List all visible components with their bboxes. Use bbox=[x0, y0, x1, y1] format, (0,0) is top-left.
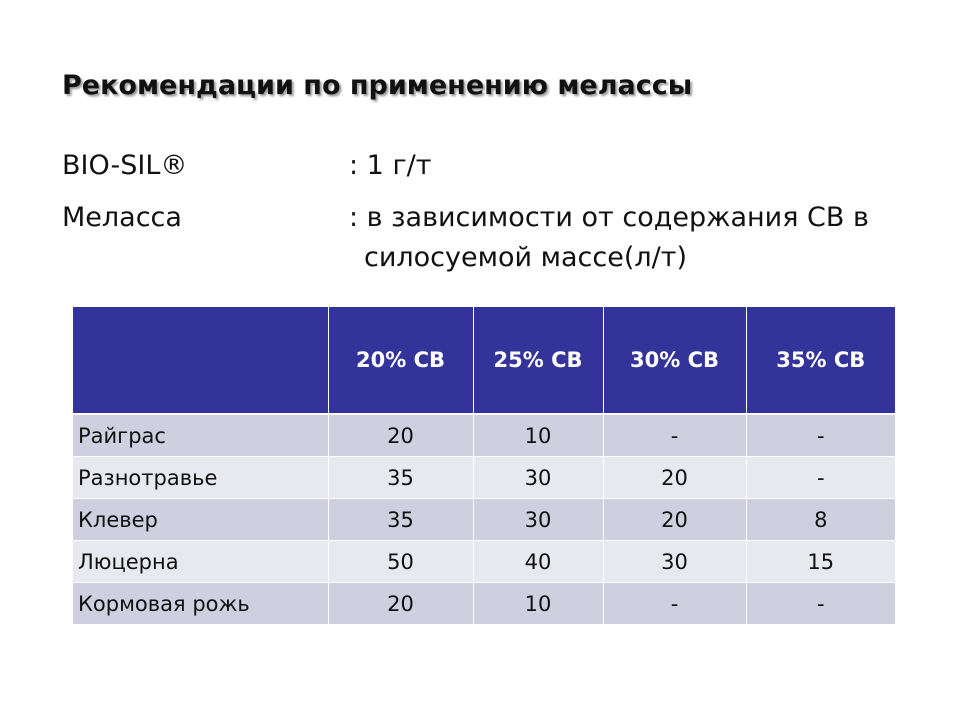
bio-sil-label: BIO-SIL® bbox=[62, 150, 188, 181]
header-cell-empty bbox=[73, 307, 328, 414]
table-row bbox=[73, 541, 895, 583]
table-cell: 20 bbox=[328, 414, 473, 457]
melassa-value-line2: силосуемой массе(л/т) bbox=[364, 242, 687, 273]
row-label: Люцерна bbox=[73, 541, 328, 583]
table-cell: 40 bbox=[473, 541, 603, 583]
table-cell: 30 bbox=[603, 541, 746, 583]
header-cell-30: 30% СВ bbox=[603, 307, 746, 414]
dosage-table-grid bbox=[73, 307, 895, 625]
table-cell: - bbox=[603, 583, 746, 625]
table-cell: 50 bbox=[328, 541, 473, 583]
table-row bbox=[73, 414, 895, 457]
bio-sil-value: : 1 г/т bbox=[349, 150, 432, 181]
table-row bbox=[73, 499, 895, 541]
table-row bbox=[73, 583, 895, 625]
row-label: Райграс bbox=[73, 414, 328, 457]
row-label: Кормовая рожь bbox=[73, 583, 328, 625]
table-cell: - bbox=[603, 414, 746, 457]
slide-title: Рекомендации по применению мелассы bbox=[62, 70, 693, 101]
table-header-row bbox=[73, 307, 895, 414]
table-cell: 20 bbox=[328, 583, 473, 625]
melassa-value-line1: : в зависимости от содержания СВ в bbox=[349, 202, 869, 233]
dosage-table bbox=[73, 307, 895, 621]
table-cell: 30 bbox=[473, 499, 603, 541]
table-cell: 10 bbox=[473, 414, 603, 457]
table-cell: - bbox=[746, 583, 895, 625]
table-cell: 35 bbox=[328, 457, 473, 499]
row-label: Клевер bbox=[73, 499, 328, 541]
table-row bbox=[73, 457, 895, 499]
header-cell-25: 25% СВ bbox=[473, 307, 603, 414]
table-cell: - bbox=[746, 414, 895, 457]
table-cell: 20 bbox=[603, 457, 746, 499]
table-cell: 15 bbox=[746, 541, 895, 583]
table-cell: 20 bbox=[603, 499, 746, 541]
melassa-label: Меласса bbox=[62, 202, 182, 233]
header-cell-35: 35% СВ bbox=[746, 307, 895, 414]
table-cell: 8 bbox=[746, 499, 895, 541]
table-cell: 35 bbox=[328, 499, 473, 541]
row-label: Разнотравье bbox=[73, 457, 328, 499]
table-cell: 10 bbox=[473, 583, 603, 625]
table-cell: - bbox=[746, 457, 895, 499]
header-cell-20: 20% СВ bbox=[328, 307, 473, 414]
table-cell: 30 bbox=[473, 457, 603, 499]
